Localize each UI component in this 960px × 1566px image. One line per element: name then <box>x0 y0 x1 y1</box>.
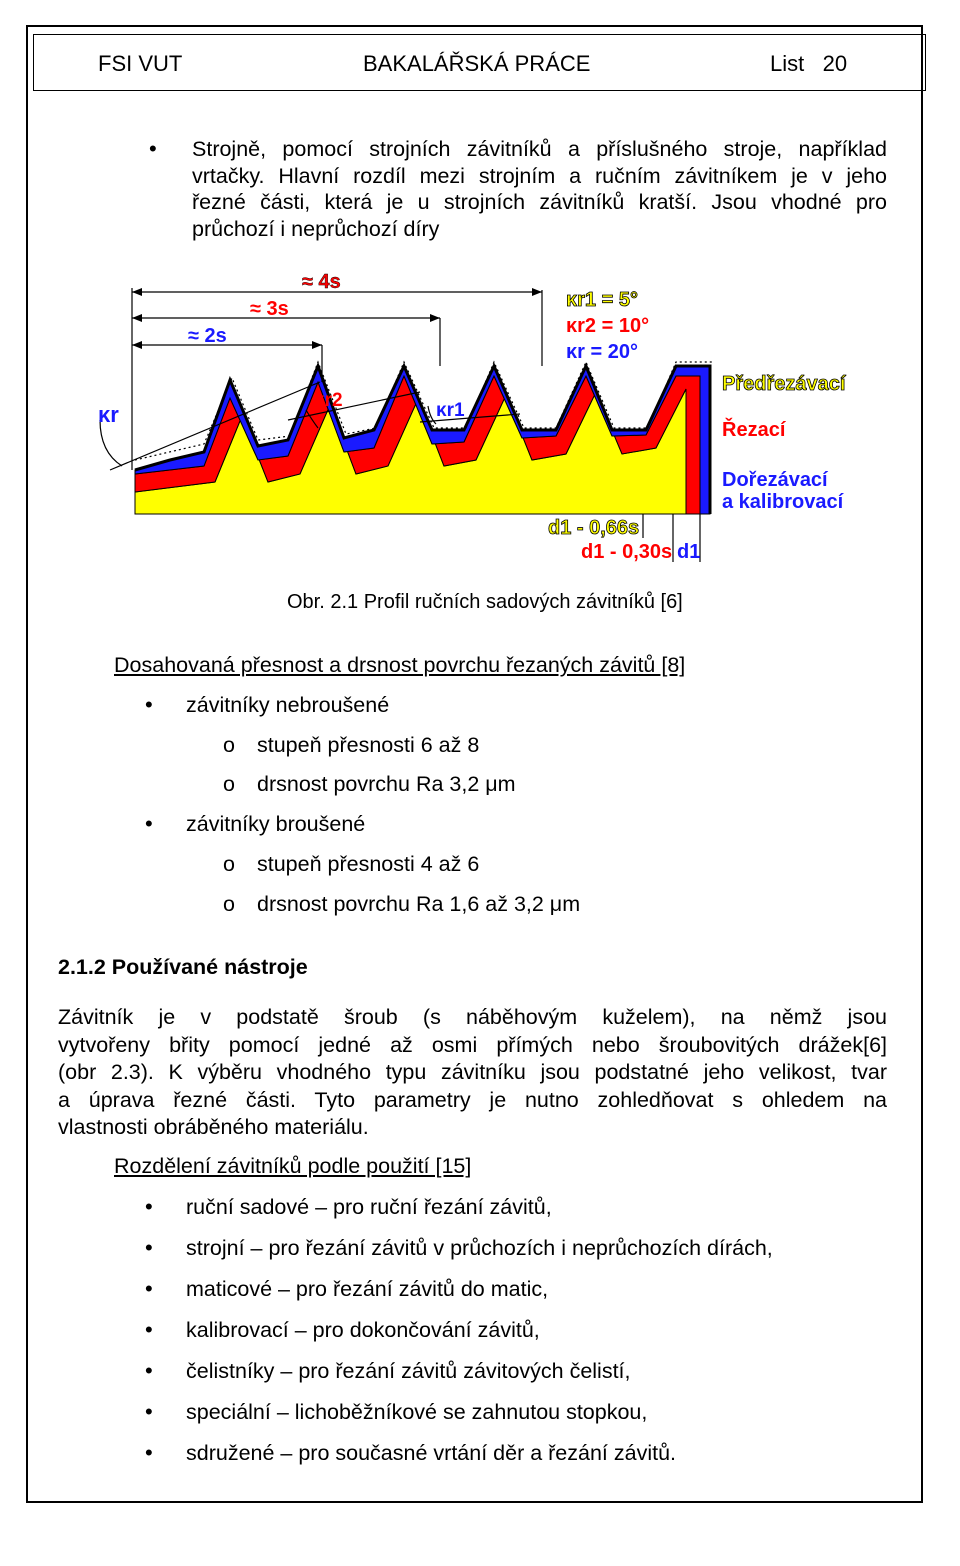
paragraph-line: a úprava řezné části. Tyto parametry je nutno zohledňovat s ohledem na <box>58 1087 887 1112</box>
group-label: závitníky broušené <box>186 812 366 836</box>
paragraph-line: Závitník je v podstatě šroub (s náběhovým kuželem), na němž jsou <box>58 1005 887 1029</box>
bullet-dot: • <box>145 811 153 836</box>
label-4s: ≈ 4s <box>302 271 341 293</box>
label-d1: d1 <box>677 541 701 563</box>
usage-item: sdružené – pro současné vrtání děr a řezání závitů. <box>186 1441 676 1465</box>
group-item: stupeň přesnosti 4 až 6 <box>257 852 480 876</box>
legend-kalibrovaci: a kalibrovací <box>722 491 844 513</box>
bullet-dot: • <box>145 1317 153 1342</box>
label-angle-kr1: κr1 = 5° <box>566 289 638 311</box>
sub-marker: o <box>223 772 235 796</box>
paragraph-line: (obr 2.3). K výběru vhodného typu závitníku jsou podstatné jeho velikost, tvar <box>58 1060 887 1084</box>
label-angle-kr: κr = 20° <box>566 341 638 363</box>
intro-line: řezné části, která je u strojních závitníků kratší. Jsou vhodné pro <box>192 190 887 214</box>
bullet-dot: • <box>145 1399 153 1424</box>
header-institution: FSI VUT <box>98 51 183 76</box>
group-item: drsnost povrchu Ra 1,6 až 3,2 μm <box>257 892 581 916</box>
usage-heading: Rozdělení závitníků podle použití [15] <box>114 1154 472 1178</box>
usage-item: ruční sadové – pro ruční řezání závitů, <box>186 1195 552 1219</box>
accuracy-heading: Dosahovaná přesnost a drsnost povrchu řezaných závitů [8] <box>114 653 686 677</box>
bullet-dot: • <box>145 1194 153 1219</box>
label-3s: ≈ 3s <box>250 298 289 320</box>
paragraph-line: vytvořeny břity pomocí jedné až osmi přímých nebo šroubovitých drážek[6] <box>58 1032 887 1057</box>
group-item: stupeň přesnosti 6 až 8 <box>257 733 480 757</box>
figure-caption: Obr. 2.1 Profil ručních sadových závitníků [6] <box>287 591 683 613</box>
usage-item: kalibrovací – pro dokončování závitů, <box>186 1318 540 1342</box>
bullet-dot: • <box>145 1358 153 1383</box>
header-document-type: BAKALÁŘSKÁ PRÁCE <box>363 51 591 76</box>
arrow <box>132 341 142 349</box>
intro-line: Strojně, pomocí strojních závitníků a příslušného stroje, například <box>192 137 887 161</box>
intro-line: průchozí i neprůchozí díry <box>192 216 440 241</box>
arrow <box>532 288 542 296</box>
section-title: 2.1.2 Používané nástroje <box>58 955 308 979</box>
usage-item: maticové – pro řezání závitů do matic, <box>186 1277 549 1301</box>
intro-paragraph <box>192 136 887 242</box>
label-angle-kr2: κr2 = 10° <box>566 315 650 337</box>
arrow <box>430 314 440 322</box>
page-header <box>33 34 926 91</box>
legend-rezaci: Řezací <box>722 419 786 441</box>
group-item: drsnost povrchu Ra 3,2 μm <box>257 772 516 796</box>
usage-item: čelistníky – pro řezání závitů závitových čelistí, <box>186 1359 631 1383</box>
label-kr1: κr1 <box>436 400 465 421</box>
usage-item: speciální – lichoběžníkové se zahnutou stopkou, <box>186 1400 648 1424</box>
arrow <box>132 314 142 322</box>
label-d1-066: d1 - 0,66s <box>548 517 640 539</box>
bullet-dot: • <box>145 1276 153 1301</box>
arrow <box>312 341 322 349</box>
intro-line: vrtačky. Hlavní rozdíl mezi strojním a ručním závitníkem je v jeho <box>192 163 887 188</box>
usage-item: strojní – pro řezání závitů v průchozích i neprůchozích dírách, <box>186 1236 773 1260</box>
sub-marker: o <box>223 852 235 876</box>
label-kr2: κr2 <box>314 390 343 411</box>
label-d1-030: d1 - 0,30s <box>581 541 673 563</box>
group-label: závitníky nebroušené <box>186 693 390 717</box>
bullet-dot: • <box>149 136 157 161</box>
sub-marker: o <box>223 892 235 916</box>
sub-marker: o <box>223 733 235 757</box>
header-list-label: List <box>770 51 805 76</box>
legend-predrezavaci: Předřezávací <box>722 373 846 395</box>
arrow <box>132 288 142 296</box>
bullet-dot: • <box>145 1440 153 1465</box>
label-2s: ≈ 2s <box>188 325 227 347</box>
label-kr: κr <box>98 402 119 427</box>
paragraph-line: vlastnosti obráběného materiálu. <box>58 1115 369 1139</box>
tap-profile-figure <box>80 262 880 572</box>
legend-dorezavaci: Dořezávací <box>722 469 828 491</box>
header-page-number: 20 <box>822 51 848 76</box>
bullet-dot: • <box>145 692 153 717</box>
bullet-dot: • <box>145 1235 153 1260</box>
section-paragraph <box>58 1004 887 1142</box>
header-page-label <box>770 51 847 77</box>
